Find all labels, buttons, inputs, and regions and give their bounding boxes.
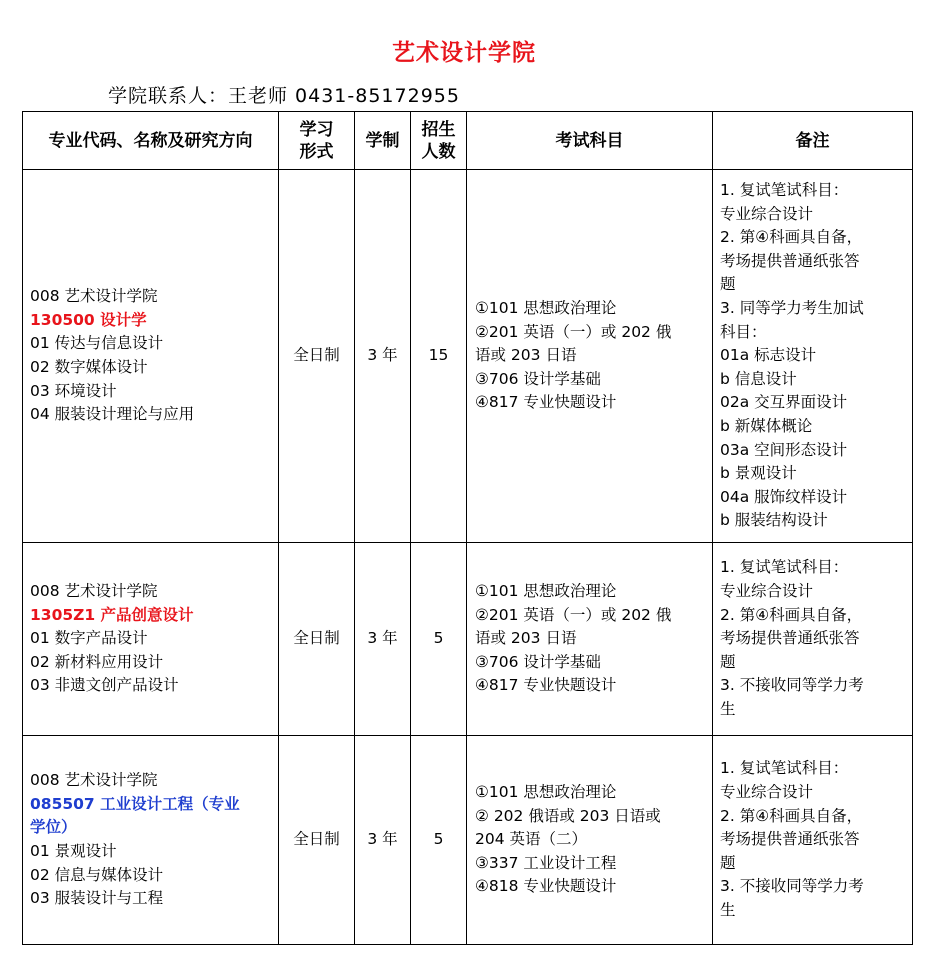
- header-note: 备注: [713, 112, 913, 170]
- program-years: 3 年: [355, 170, 411, 543]
- major-cell: [23, 736, 279, 945]
- note-line: 1. 复试笔试科目：: [720, 558, 849, 577]
- note-line: b 景观设计: [720, 464, 797, 483]
- note-line: 生: [720, 699, 736, 718]
- table-row: [23, 170, 913, 543]
- note-line: 专业综合设计: [720, 582, 814, 601]
- note-line: 生: [720, 900, 736, 919]
- note-line: 题: [720, 275, 736, 294]
- exam-subjects: [467, 543, 713, 736]
- table-row: [23, 736, 913, 945]
- note-line: 1. 复试笔试科目：: [720, 181, 849, 200]
- exam-line: 语或 203 日语: [475, 629, 577, 648]
- note-line: 3. 不接收同等学力考: [720, 877, 864, 896]
- direction: 03 非遗文创产品设计: [30, 676, 179, 695]
- study-mode: 全日制: [279, 736, 355, 945]
- note-line: 2. 第④科画具自备，: [720, 605, 863, 624]
- note-line: 3. 同等学力考生加试: [720, 299, 864, 318]
- header-years: 学制: [355, 112, 411, 170]
- header-major: 专业代码、名称及研究方向: [23, 112, 279, 170]
- exam-subjects: [467, 170, 713, 543]
- header-quota-line-1: 招生: [421, 119, 456, 140]
- program-years: 3 年: [355, 736, 411, 945]
- header-mode: [279, 112, 355, 170]
- program-years: 3 年: [355, 543, 411, 736]
- header-mode-line-1: 学习: [299, 119, 334, 140]
- exam-line: ④817 专业快题设计: [475, 393, 617, 412]
- exam-line: ③337 工业设计工程: [475, 853, 617, 872]
- note-line: 考场提供普通纸张答: [720, 251, 860, 270]
- note-line: 1. 复试笔试科目：: [720, 759, 849, 778]
- direction: 01 传达与信息设计: [30, 334, 164, 353]
- notes-cell: [713, 736, 913, 945]
- major-cell: [23, 170, 279, 543]
- note-line: 2. 第④科画具自备，: [720, 806, 863, 825]
- major-name: 1305Z1 产品创意设计: [30, 605, 194, 624]
- note-line: 04a 服饰纹样设计: [720, 487, 848, 506]
- notes-cell: [713, 170, 913, 543]
- note-line: b 服装结构设计: [720, 511, 828, 530]
- study-mode: 全日制: [279, 543, 355, 736]
- college-name: 008 艺术设计学院: [30, 287, 158, 306]
- major-cell: [23, 543, 279, 736]
- exam-line: ③706 设计学基础: [475, 652, 601, 671]
- exam-line: ④817 专业快题设计: [475, 676, 617, 695]
- enrollment-quota: 15: [411, 170, 467, 543]
- admission-table: [22, 111, 913, 945]
- note-line: 专业综合设计: [720, 783, 814, 802]
- exam-line: ①101 思想政治理论: [475, 299, 617, 318]
- study-mode: 全日制: [279, 170, 355, 543]
- college-name: 008 艺术设计学院: [30, 771, 158, 790]
- table-row: [23, 543, 913, 736]
- note-line: 科目：: [720, 322, 767, 341]
- header-quota-line-2: 人数: [421, 141, 456, 162]
- note-line: 02a 交互界面设计: [720, 393, 848, 412]
- note-line: b 信息设计: [720, 369, 797, 388]
- table-header-row: [23, 112, 913, 170]
- major-name-line-1: 085507 工业设计工程（专业: [30, 794, 240, 813]
- exam-line: 语或 203 日语: [475, 346, 577, 365]
- note-line: 题: [720, 652, 736, 671]
- college-name: 008 艺术设计学院: [30, 582, 158, 601]
- note-line: 3. 不接收同等学力考: [720, 676, 864, 695]
- contact-info: 学院联系人：王老师 0431-85172955: [108, 85, 460, 107]
- direction: 02 新材料应用设计: [30, 652, 164, 671]
- direction: 02 数字媒体设计: [30, 358, 148, 376]
- note-line: 题: [720, 853, 736, 872]
- exam-line: ①101 思想政治理论: [475, 783, 617, 802]
- direction: 04 服装设计理论与应用: [30, 405, 195, 424]
- note-line: 考场提供普通纸张答: [720, 830, 860, 849]
- header-exam: 考试科目: [467, 112, 713, 170]
- direction: 02 信息与媒体设计: [30, 865, 164, 884]
- header-quota: [411, 112, 467, 170]
- exam-line: ④818 专业快题设计: [475, 877, 617, 896]
- note-line: 03a 空间形态设计: [720, 440, 848, 459]
- major-name-line-2: 学位）: [30, 818, 77, 837]
- header-mode-line-2: 形式: [299, 141, 334, 162]
- note-line: 专业综合设计: [720, 204, 814, 223]
- page-title: 艺术设计学院: [392, 40, 536, 66]
- major-name: 130500 设计学: [30, 310, 147, 329]
- exam-line: ②201 英语（一）或 202 俄: [475, 605, 672, 624]
- exam-line: ②201 英语（一）或 202 俄: [475, 322, 672, 341]
- note-line: 考场提供普通纸张答: [720, 629, 860, 648]
- direction: 01 景观设计: [30, 842, 117, 860]
- exam-line: ③706 设计学基础: [475, 369, 601, 388]
- enrollment-quota: 5: [411, 736, 467, 945]
- exam-line: ② 202 俄语或 203 日语或: [475, 806, 661, 825]
- exam-subjects: [467, 736, 713, 945]
- direction: 03 服装设计与工程: [30, 889, 164, 908]
- enrollment-quota: 5: [411, 543, 467, 736]
- direction: 03 环境设计: [30, 381, 117, 400]
- exam-line: ①101 思想政治理论: [475, 582, 617, 601]
- notes-cell: [713, 543, 913, 736]
- note-line: 01a 标志设计: [720, 346, 817, 365]
- direction: 01 数字产品设计: [30, 629, 148, 648]
- exam-line: 204 英语（二）: [475, 830, 588, 849]
- note-line: b 新媒体概论: [720, 416, 813, 435]
- note-line: 2. 第④科画具自备，: [720, 228, 863, 247]
